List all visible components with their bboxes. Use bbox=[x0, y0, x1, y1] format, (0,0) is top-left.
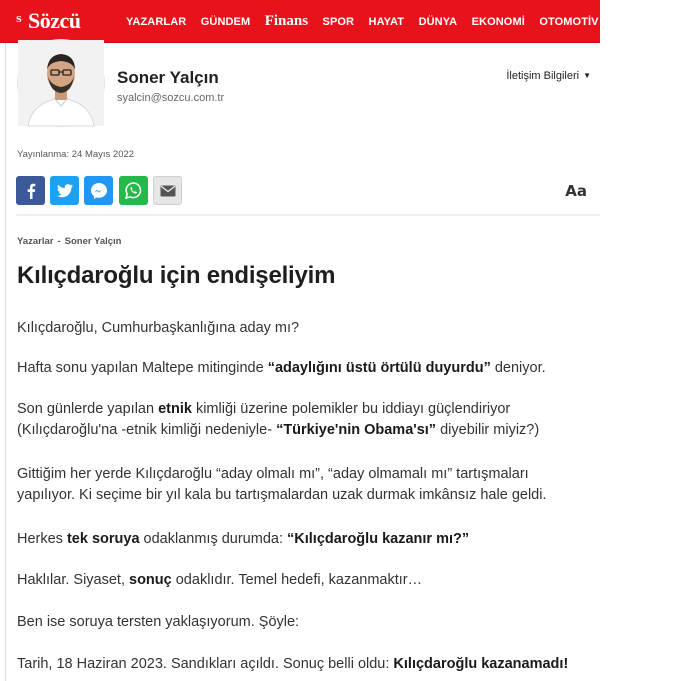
nav-item-yazarlar[interactable]: YAZARLAR bbox=[126, 16, 187, 28]
nav-item-finans[interactable]: Finans bbox=[264, 13, 309, 29]
share-messenger-button[interactable] bbox=[84, 176, 113, 205]
top-nav-bar bbox=[0, 0, 670, 43]
paragraph-1 bbox=[17, 318, 592, 339]
paragraph-7 bbox=[17, 612, 592, 633]
font-size-label: Aa bbox=[565, 182, 587, 200]
paragraph-3-bold-a: etnik bbox=[158, 401, 192, 417]
share-whatsapp-button[interactable] bbox=[119, 176, 148, 205]
author-name[interactable]: Soner Yalçın bbox=[117, 68, 219, 87]
paragraph-2-text-c: deniyor. bbox=[490, 360, 546, 376]
paragraph-3-text-c: kimliği üzerine polemikler bu iddiayı güçlendiriyor (Kılıçdaroğlu'na -etnik kimliği nedeniyle- bbox=[17, 401, 511, 438]
contact-dropdown[interactable] bbox=[506, 70, 591, 82]
author-portrait-image bbox=[18, 40, 104, 126]
paragraph-8-text-a: Tarih, 18 Haziran 2023. Sandıkları açıldı. Sonuç belli oldu: bbox=[17, 656, 394, 672]
paragraph-1-text: Kılıçdaroğlu, Cumhurbaşkanlığına aday mı? bbox=[17, 320, 300, 336]
paragraph-5-bold-b: “Kılıçdaroğlu kazanır mı?” bbox=[287, 531, 470, 547]
site-logo[interactable] bbox=[12, 7, 100, 33]
share-email-button[interactable] bbox=[153, 176, 182, 205]
paragraph-3-text-a: Son günlerde yapılan bbox=[17, 401, 159, 417]
main-nav bbox=[126, 0, 679, 42]
breadcrumb-author[interactable]: Soner Yalçın bbox=[64, 236, 122, 247]
paragraph-2-text-a: Hafta sonu yapılan Maltepe mitinginde bbox=[17, 360, 268, 376]
paragraph-5 bbox=[17, 529, 592, 550]
paragraph-5-text-c: odaklanmış durumda: bbox=[139, 531, 288, 547]
twitter-icon bbox=[57, 184, 73, 198]
nav-item-gundem[interactable]: GÜNDEM bbox=[200, 16, 251, 28]
author-avatar[interactable] bbox=[17, 39, 105, 127]
header-divider bbox=[16, 214, 600, 216]
paragraph-5-text-a: Herkes bbox=[17, 531, 67, 547]
publish-date: Yayınlanma: 24 Mayıs 2022 bbox=[17, 149, 135, 160]
chevron-down-icon: ▼ bbox=[583, 71, 591, 80]
nav-item-ekonomi[interactable]: EKONOMİ bbox=[471, 16, 525, 28]
nav-item-spor[interactable]: SPOR bbox=[322, 16, 355, 28]
article-title: Kılıçdaroğlu için endişeliyim bbox=[17, 262, 336, 289]
paragraph-4 bbox=[17, 464, 577, 506]
paragraph-2-bold: “adaylığını üstü örtülü duyurdu” bbox=[267, 360, 491, 376]
contact-label: İletişim Bilgileri bbox=[506, 70, 580, 82]
paragraph-7-text: Ben ise soruya tersten yaklaşıyorum. Şöyle: bbox=[17, 614, 300, 630]
paragraph-8-bold: Kılıçdaroğlu kazanamadı! bbox=[393, 656, 569, 672]
breadcrumb bbox=[17, 236, 121, 247]
facebook-icon bbox=[24, 183, 38, 199]
page-edge-line bbox=[5, 0, 6, 681]
paragraph-3-text-e: diyebilir miyiz?) bbox=[436, 422, 540, 438]
email-icon bbox=[160, 185, 176, 197]
paragraph-6-text-c: odaklıdır. Temel hedefi, kazanmaktır… bbox=[171, 572, 423, 588]
paragraph-3 bbox=[17, 399, 577, 441]
nav-item-hayat[interactable]: HAYAT bbox=[368, 16, 405, 28]
messenger-icon bbox=[91, 183, 107, 199]
breadcrumb-section[interactable]: Yazarlar bbox=[17, 236, 54, 247]
logo-text: Sözcü bbox=[28, 8, 81, 33]
paragraph-4-text: Gittiğim her yerde Kılıçdaroğlu “aday olmalı mı”, “aday olmamalı mı” tartışmaları yapılıyor. Ki seçime bir yıl kala bu tartışmalardan uzak durmak imkânsız hale geldi. bbox=[17, 466, 547, 503]
share-facebook-button[interactable] bbox=[16, 176, 45, 205]
paragraph-6-bold: sonuç bbox=[129, 572, 172, 588]
share-twitter-button[interactable] bbox=[50, 176, 79, 205]
author-email[interactable]: syalcin@sozcu.com.tr bbox=[117, 92, 225, 104]
whatsapp-icon bbox=[125, 182, 142, 199]
paragraph-3-bold-b: “Türkiye'nin Obama'sı” bbox=[276, 422, 437, 438]
breadcrumb-separator: - bbox=[57, 236, 61, 247]
paragraph-6 bbox=[17, 570, 592, 591]
paragraph-6-text-a: Haklılar. Siyaset, bbox=[17, 572, 130, 588]
paragraph-8 bbox=[17, 654, 592, 675]
paragraph-5-bold-a: tek soruya bbox=[66, 531, 140, 547]
nav-item-dunya[interactable]: DÜNYA bbox=[418, 16, 458, 28]
nav-item-otomotiv[interactable]: OTOMOTİV bbox=[539, 16, 599, 28]
nav-item-egazete[interactable]: E-GAZETE bbox=[613, 16, 670, 28]
font-size-toggle[interactable] bbox=[565, 182, 587, 200]
logo-small-mark: S bbox=[16, 14, 22, 24]
paragraph-2 bbox=[17, 358, 592, 379]
